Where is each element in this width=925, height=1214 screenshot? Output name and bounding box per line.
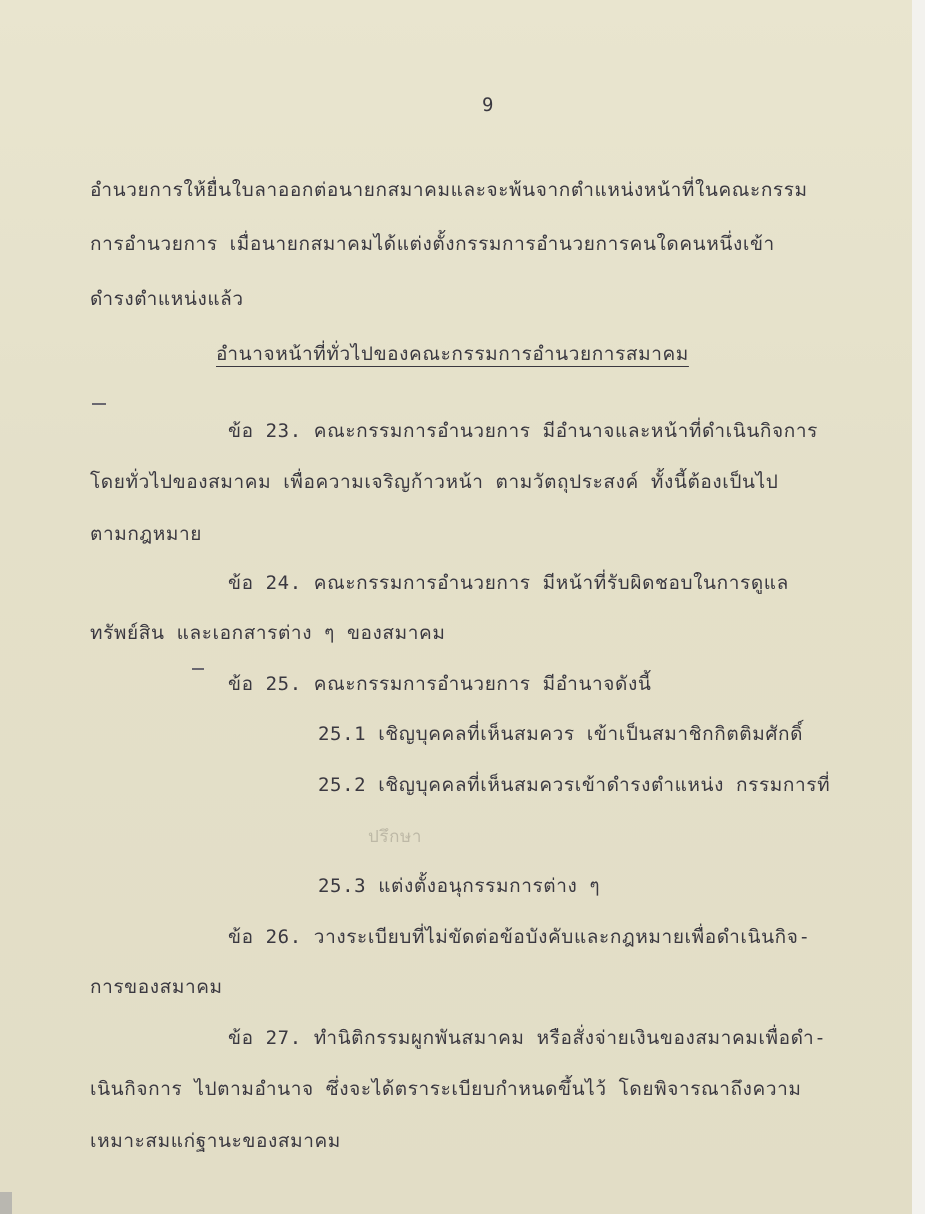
clause-25-2-continued: ปรึกษา — [368, 827, 422, 847]
stray-dash-mark — [92, 403, 106, 405]
body-line-2: การอำนวยการ เมื่อนายกสมาคมได้แต่งตั้งกรรมการอำนวยการคนใดคนหนึ่งเข้า — [90, 233, 775, 255]
scan-edge-strip — [912, 0, 925, 1214]
clause-25-1: 25.1 เชิญบุคคลที่เห็นสมควร เข้าเป็นสมาชิกกิตติมศักดิ์ — [318, 723, 804, 745]
clause-23-line-2: โดยทั่วไปของสมาคม เพื่อความเจริญก้าวหน้า ตามวัตถุประสงค์ ทั้งนี้ต้องเป็นไป — [90, 471, 779, 493]
clause-25-2: 25.2 เชิญบุคคลที่เห็นสมควรเข้าดำรงตำแหน่ง กรรมการที่ — [318, 774, 831, 796]
clause-25-line-1: ข้อ 25. คณะกรรมการอำนวยการ มีอำนาจดังนี้ — [228, 673, 652, 695]
scan-corner-mark — [0, 1192, 12, 1214]
clause-23-line-1: ข้อ 23. คณะกรรมการอำนวยการ มีอำนาจและหน้าที่ดำเนินกิจการ — [228, 420, 818, 442]
clause-27-line-3: เหมาะสมแก่ฐานะของสมาคม — [90, 1130, 341, 1152]
clause-27-line-1: ข้อ 27. ทำนิติกรรมผูกพันสมาคม หรือสั่งจ่ายเงินของสมาคมเพื่อดำ- — [228, 1027, 827, 1049]
body-line-3: ดำรงตำแหน่งแล้ว — [90, 288, 244, 310]
clause-24-line-1: ข้อ 24. คณะกรรมการอำนวยการ มีหน้าที่รับผิดชอบในการดูแล — [228, 572, 789, 594]
clause-27-line-2: เนินกิจการ ไปตามอำนาจ ซึ่งจะได้ตราระเบียบกำหนดขึ้นไว้ โดยพิจารณาถึงความ — [90, 1078, 802, 1100]
clause-24-line-2: ทรัพย์สิน และเอกสารต่าง ๆ ของสมาคม — [90, 622, 446, 644]
clause-25-3: 25.3 แต่งตั้งอนุกรรมการต่าง ๆ — [318, 875, 601, 897]
section-heading: อำนาจหน้าที่ทั่วไปของคณะกรรมการอำนวยการสมาคม — [216, 343, 689, 365]
clause-23-line-3: ตามกฎหมาย — [90, 523, 203, 545]
body-line-1: อำนวยการให้ยื่นใบลาออกต่อนายกสมาคมและจะพ้นจากตำแหน่งหน้าที่ในคณะกรรม — [90, 179, 808, 201]
clause-26-line-2: การของสมาคม — [90, 976, 223, 998]
stray-dash-mark-2 — [192, 668, 204, 670]
page-number: 9 — [482, 94, 494, 116]
clause-26-line-1: ข้อ 26. วางระเบียบที่ไม่ขัดต่อข้อบังคับและกฎหมายเพื่อดำเนินกิจ- — [228, 926, 811, 948]
